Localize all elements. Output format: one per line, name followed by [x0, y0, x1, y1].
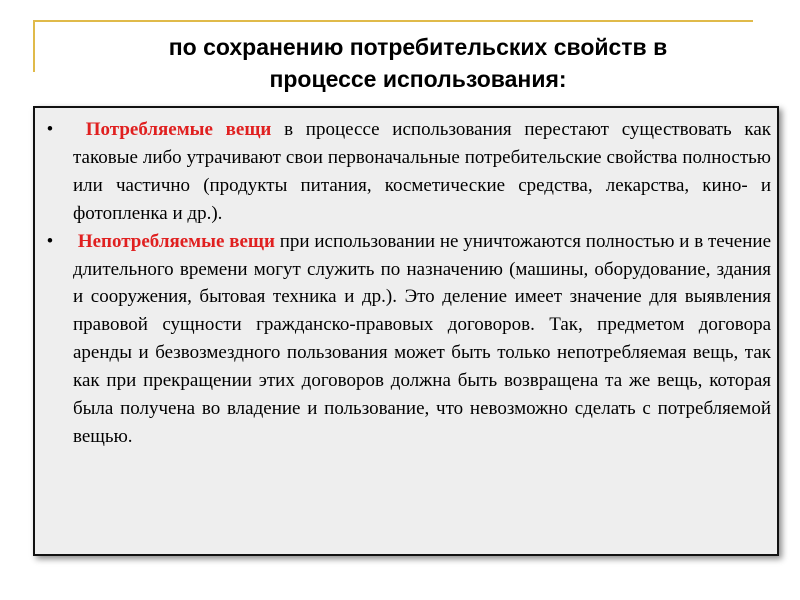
- bullet-item-consumable: [35, 116, 771, 228]
- bullet-icon: •: [46, 119, 54, 140]
- definition-non-consumable: при использовании не уничтожаются полностью и в течение длительного времени могут служить по назначению (машины, оборудование, здания и сооружения, бытовая техника и др.). Это деление имеет значение для выявления правовой сущности гражданско-правовых договоров. Так, предметом договора аренды и безвозмездного пользования может быть только непотребляемая вещь, так как при прекращении этих договоров должна быть возвращена та же вещь, которая была получена во владение и пользование, что невозможно сделать с потребляемой вещью.: [73, 230, 771, 447]
- definition-consumable: в процессе использования перестают существовать как таковые либо утрачивают свои первоначальные потребительские свойства полностью или частично (продукты питания, косметические средства, лекарства, кино- и фотопленка и др.).: [73, 119, 771, 224]
- term-consumable: Потребляемые вещи: [85, 119, 272, 140]
- slide-title-line-1: по сохранению потребительских свойств в: [168, 34, 668, 60]
- bullet-icon: •: [46, 230, 54, 252]
- bullet-item-non-consumable: [35, 228, 771, 451]
- term-non-consumable: Непотребляемые вещи: [77, 230, 275, 252]
- accent-line-top: [33, 20, 753, 22]
- accent-line-left: [33, 20, 35, 72]
- slide-title: [60, 31, 776, 95]
- slide-title-line-2: процессе использования:: [269, 66, 567, 92]
- content-panel: [33, 106, 779, 556]
